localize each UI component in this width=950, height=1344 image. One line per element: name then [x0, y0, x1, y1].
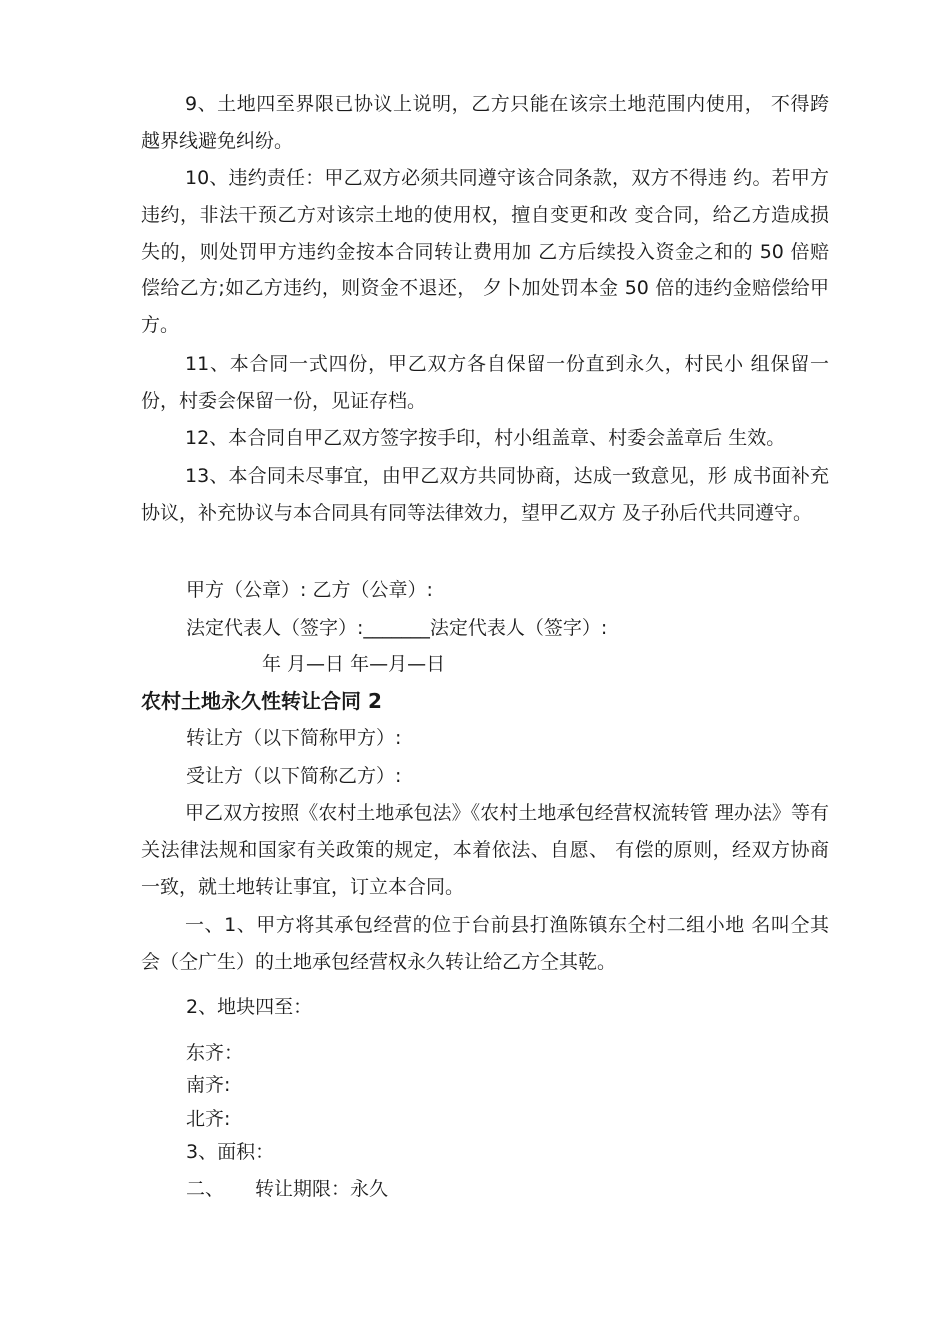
date-line: 年 月—日 年—月—日	[262, 653, 446, 675]
clause-9: 9、土地四至界限已协议上说明，乙方只能在该宗土地范围内使用， 不得跨越界线避免纠纷。	[141, 93, 829, 152]
clause-2-number: 二、	[186, 1178, 225, 1200]
clause-12-effectiveness: 12、本合同自甲乙双方签字按手印，村小组盖章、村委会盖章后 生效。	[185, 427, 786, 449]
clause-10-breach-liability: 10、违约责任：甲乙双方必须共同遵守该合同条款，双方不得违 约。若甲方违约，非法干预乙方对该宗土地的使用权，擅自变更和改 变合同，给乙方造成损失的，则处罚甲方违约金按本合同转让费用加 乙方后续投入资金之和的 50 倍赔偿给乙方;如乙方违约，则资金不退还， 夕卜加处罚本金 50 倍的违约金赔偿给甲方。	[141, 167, 829, 337]
boundary-south: 南齐:	[186, 1074, 231, 1096]
clause-11-copies: 11、本合同一式四份，甲乙双方各自保留一份直到永久，村民小 组保留一份，村委会保留一份，见证存档。	[141, 353, 829, 412]
clause-1-1-transfer: 一、1、甲方将其承包经营的位于台前县打渔陈镇东仝村二组小地 名叫仝其会（仝广生）的土地承包经营权永久转让给乙方仝其乾。	[141, 914, 829, 973]
clause-2-transfer-term: 转让期限：永久	[255, 1178, 389, 1200]
contract-2-title: 农村土地永久性转让合同 2	[141, 689, 382, 713]
transferor-line: 转让方（以下简称甲方）:	[186, 727, 402, 749]
preamble: 甲乙双方按照《农村土地承包法》《农村土地承包经营权流转管 理办法》等有关法律法规和国家有关政策的规定，本着依法、自愿、 有偿的原则，经双方协商一致，就土地转让事宜，订立本合同。	[141, 802, 829, 898]
boundary-east: 东齐：	[186, 1042, 244, 1064]
clause-13-supplementary: 13、本合同未尽事宜，由甲乙双方共同协商，达成一致意见，形 成书面补充协议，补充协议与本合同具有同等法律效力，望甲乙双方 及子孙后代共同遵守。	[141, 465, 829, 524]
clause-1-2-boundaries: 2、地块四至：	[186, 996, 313, 1018]
transferee-line: 受让方（以下简称乙方）:	[186, 765, 402, 787]
boundary-north: 北齐:	[186, 1108, 231, 1130]
representative-signature-line: 法定代表人（签字）:_______法定代表人（签字）:	[186, 617, 608, 639]
clause-1-3-area: 3、面积：	[186, 1141, 275, 1163]
seal-line: 甲方（公章）: 乙方（公章）:	[186, 579, 433, 601]
